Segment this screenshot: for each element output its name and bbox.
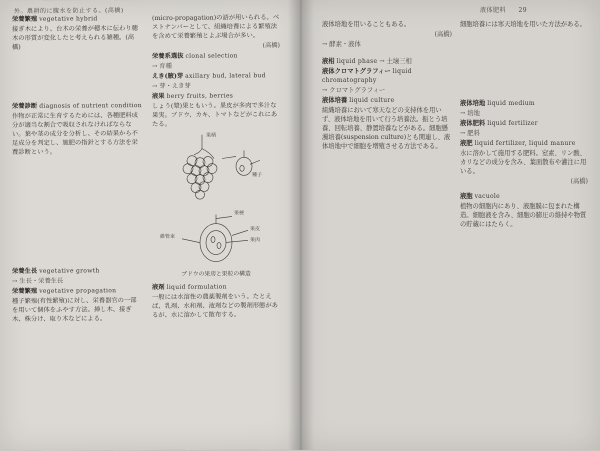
entry-cross-reference: → クロマトグラフィー (322, 87, 386, 94)
entry-headword: 栄養生長 (12, 267, 38, 275)
entry-headword: 液果 (152, 92, 165, 100)
entry-headword: 栄養繁殖 (12, 287, 38, 295)
entry-headword: 栄養系選抜 (152, 52, 184, 60)
right-running-header (480, 5, 527, 14)
entry-author: (高橋) (434, 31, 452, 38)
entry-headword: 液体クロマトグラフィー (322, 68, 391, 75)
figure-label: 果梗 (234, 210, 245, 217)
entry-headword: 液相 (322, 58, 335, 65)
entry-english: liquid culture (349, 97, 395, 104)
entry-english: liquid chromatography (322, 68, 412, 84)
figure-label: 種子 (252, 172, 263, 179)
entry-english: liquid fertilizer (487, 120, 538, 127)
entry-body: (micro-propagation)の語が用いられる。ベストナンバーとして、組織培養による繁殖法を含めて栄養繁殖とよぶ場合が多い。 (152, 14, 280, 40)
entry-headword: 栄養診断 (12, 102, 38, 110)
figure-label: 果柄 (206, 132, 217, 139)
figure-label: 果肉 (250, 237, 261, 244)
entry-body: 種子繁殖(有性繁殖)に対し、栄養器官の一部を用いて個体をふやす方法。挿し木、接ぎ木、株分け、取り木などによる。 (12, 297, 137, 323)
entry-english: vegetative hybrid (39, 15, 98, 23)
entry-body: 植物の細胞内にあり、液胞膜に包まれた構造。細胞液を含み、細胞の膨圧の維持や物質の貯蔵にはたらく。 (460, 203, 587, 228)
entry-headword: 液体肥料 (460, 120, 486, 127)
entry-body: 作物が正常に生育するためには、各種肥料成分が適当な割合で吸収されなければならない。葉や茎の成分を分析し、その結果から不足成分を判定し、施肥の指針とする方法を栄養診断という。 (12, 112, 138, 156)
entry-cross-reference: → 育種 (152, 62, 172, 70)
entry-author: (高橋) (570, 178, 588, 185)
left-column-1 (12, 14, 142, 325)
entry-english: liquid phase (336, 58, 378, 65)
entry-author: (高橋) (262, 42, 280, 50)
left-column-2 (152, 13, 280, 321)
right-column-1 (322, 20, 452, 152)
entry-english: vegetative growth (39, 267, 100, 275)
entry-body: 一般には水溶性の農薬製剤をいう。たとえば、乳剤、水和剤、液剤などの製剤形態があるが、水に溶かして散布する。 (152, 293, 278, 319)
right-page (300, 0, 600, 450)
figure-label: 果皮 (250, 226, 261, 233)
entry-english: vegetative propagation (39, 287, 117, 295)
left-running-header: 外。農耕的に腹水を防止する。(高橋) (14, 7, 124, 15)
entry-headword: 液体培養 (322, 97, 348, 104)
grape-structure-figure (152, 130, 280, 271)
entry-cross-reference: → 酵素・液体 (322, 41, 361, 48)
entry-cross-reference: → 肥料 (460, 130, 480, 137)
entry-english: diagnosis of nutrient condition (39, 102, 142, 110)
entry-english: clonal selection (185, 52, 238, 60)
entry-english: liquid fertilizer, liquid manure (474, 140, 576, 147)
entry-body: 接ぎ木により、台木の栄養が穂木に伝わり穂木の形質が変化したと考えられる雑種。(高橋) (12, 25, 138, 51)
entry-headword: 栄養繁殖 (12, 15, 38, 23)
figure-caption: ブドウの果房と果粒の構造 (181, 271, 251, 278)
entry-english: vacuole (474, 193, 500, 200)
entry-body: 液体培地を用いることもある。 (322, 21, 411, 28)
entry-english: liquid medium (487, 100, 535, 107)
page-number: 29 (518, 7, 528, 14)
entry-cross-reference: → 芽・えき芽 (152, 82, 191, 90)
entry-english: berry fruits, berries (166, 92, 234, 100)
right-column-2 (460, 20, 588, 230)
entry-body: 細胞培養には寒天培地を用いた方法がある。 (460, 21, 586, 28)
entry-headword: 液体培地 (460, 100, 486, 107)
figure-label: 維管束 (160, 233, 176, 240)
running-header-title: 液体肥料 (480, 7, 507, 14)
entry-headword: 液肥 (460, 140, 473, 147)
entry-cross-reference: → 培地 (460, 110, 480, 117)
entry-english: liquid formulation (166, 283, 227, 291)
entry-headword: えき(腋)芽 (152, 72, 184, 80)
entry-body: しょう(漿)果ともいう。果皮が多肉で多汁な果実。ブドウ、カキ、トマトなどがこれにあたる。 (152, 102, 278, 128)
entry-english: axillary bud, lateral bud (185, 72, 266, 80)
entry-headword: 液胞 (460, 193, 473, 200)
entry-cross-reference: → 生長・栄養生長 (12, 277, 64, 285)
entry-body: 水に溶かして施用する肥料。窒素、リン酸、カリなどの成分を含み、葉面散布や灌注に用いる。 (460, 150, 587, 175)
entry-body: 組織培養において寒天などの支持体を用いず、液体培地を用いて行う培養法。振とう培養、回転培養、静置培養などがある。細胞懸濁培養(suspension culture)とも関連し、液体培地中で細胞を増殖させる方法である。 (322, 107, 451, 150)
entry-headword: 液剤 (152, 283, 165, 291)
entry-cross-reference: → 土壌三相 (379, 58, 412, 65)
